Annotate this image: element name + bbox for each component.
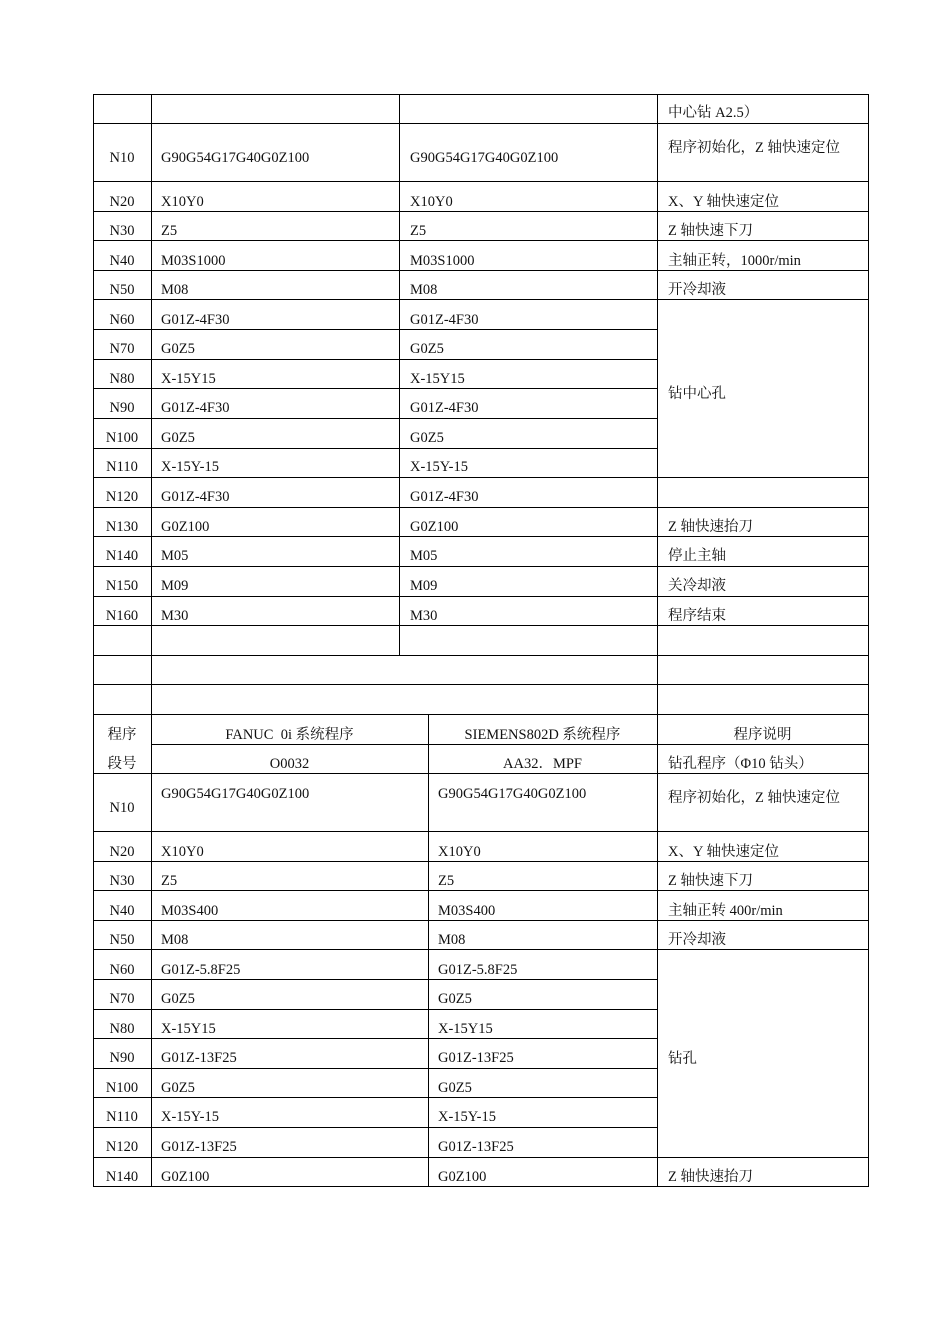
rule	[93, 388, 657, 389]
block-number: N120	[105, 489, 139, 505]
rule	[93, 477, 869, 478]
description-cell: 主轴正转，1000r/min	[668, 253, 801, 269]
siemens-code: X-15Y15	[438, 1021, 493, 1037]
rule	[657, 94, 658, 1187]
description-cell: 程序初始化，Z 轴快速定位	[668, 140, 840, 156]
fanuc-code: G01Z-5.8F25	[161, 962, 241, 978]
description-cell: 开冷却液	[668, 932, 726, 948]
rule	[93, 359, 657, 360]
block-number: N110	[106, 1109, 138, 1125]
fanuc-code: X10Y0	[161, 844, 204, 860]
siemens-code: X10Y0	[438, 844, 481, 860]
fanuc-code: X-15Y-15	[161, 1109, 219, 1125]
rule	[93, 920, 869, 921]
siemens-code: G01Z-5.8F25	[438, 962, 518, 978]
header-siemens: SIEMENS802D 系统程序	[464, 727, 621, 743]
rule	[93, 448, 657, 449]
description-cell: Z 轴快速抬刀	[668, 519, 753, 535]
rule	[151, 744, 869, 745]
rule	[93, 94, 869, 95]
rule	[399, 94, 400, 656]
description-cell: 程序结束	[668, 608, 726, 624]
block-number: N10	[109, 800, 135, 816]
fanuc-code: M08	[161, 932, 189, 948]
description-cell: Z 轴快速下刀	[668, 223, 753, 239]
block-number: N70	[109, 341, 135, 357]
siemens-code: M09	[410, 578, 438, 594]
siemens-code: X-15Y15	[410, 371, 465, 387]
siemens-code: G0Z5	[410, 341, 444, 357]
block-number: N140	[105, 1169, 139, 1185]
fanuc-code: G0Z5	[161, 991, 195, 1007]
rule	[93, 1186, 869, 1187]
fanuc-code: X-15Y-15	[161, 459, 219, 475]
siemens-code: X10Y0	[410, 194, 453, 210]
fanuc-code: X10Y0	[161, 194, 204, 210]
rule	[93, 949, 869, 950]
rule	[93, 596, 869, 597]
siemens-code: M08	[438, 932, 466, 948]
siemens-code: M03S1000	[410, 253, 475, 269]
rule	[93, 507, 869, 508]
header-description: 程序说明	[733, 727, 792, 743]
siemens-code: G0Z5	[438, 1080, 472, 1096]
block-number: N40	[109, 903, 135, 919]
rule	[93, 1127, 657, 1128]
block-number: N120	[105, 1139, 139, 1155]
merged-description: 钻中心孔	[668, 386, 726, 402]
fanuc-program-number: O0032	[269, 756, 310, 772]
rule	[93, 270, 869, 271]
siemens-code: G0Z5	[410, 430, 444, 446]
rule	[93, 329, 657, 330]
siemens-code: M05	[410, 548, 438, 564]
fanuc-code: G0Z5	[161, 430, 195, 446]
rule	[93, 979, 657, 980]
block-number: N100	[105, 430, 139, 446]
fanuc-code: G0Z5	[161, 341, 195, 357]
siemens-code: M08	[410, 282, 438, 298]
siemens-code: G0Z100	[410, 519, 459, 535]
block-number: N80	[109, 1021, 135, 1037]
block-number: N60	[109, 312, 135, 328]
fanuc-code: M03S400	[161, 903, 219, 919]
block-number: N100	[105, 1080, 139, 1096]
header-block-number-line2: 段号	[107, 756, 137, 772]
block-number: N10	[109, 150, 135, 166]
block-number: N90	[109, 1050, 135, 1066]
rule	[93, 655, 869, 656]
rule	[93, 123, 869, 124]
block-number: N60	[109, 962, 135, 978]
block-number: N150	[105, 578, 139, 594]
fanuc-code: Z5	[161, 873, 178, 889]
block-number: N20	[109, 194, 135, 210]
header-fanuc: FANUC 0i 系统程序	[225, 727, 354, 743]
description-cell: X、Y 轴快速定位	[668, 844, 780, 860]
siemens-code: G01Z-4F30	[410, 312, 479, 328]
rule	[93, 1097, 657, 1098]
siemens-code: G01Z-13F25	[438, 1050, 514, 1066]
fanuc-code: G01Z-4F30	[161, 312, 230, 328]
fanuc-code: M08	[161, 282, 189, 298]
block-number: N20	[109, 844, 135, 860]
siemens-code: M03S400	[438, 903, 496, 919]
rule	[93, 566, 869, 567]
siemens-code: G0Z100	[438, 1169, 487, 1185]
fanuc-code: G0Z100	[161, 519, 210, 535]
block-number: N50	[109, 282, 135, 298]
description-cell: Z 轴快速下刀	[668, 873, 753, 889]
rule	[93, 890, 869, 891]
siemens-code: G90G54G17G40G0Z100	[410, 150, 559, 166]
fanuc-code: G01Z-4F30	[161, 489, 230, 505]
fanuc-code: X-15Y15	[161, 1021, 216, 1037]
block-number: N140	[105, 548, 139, 564]
description-cell: 开冷却液	[668, 282, 726, 298]
rule	[151, 94, 152, 1187]
description-cell: 停止主轴	[668, 548, 726, 564]
block-number: N130	[105, 519, 139, 535]
siemens-code: X-15Y-15	[410, 459, 468, 475]
description-cell: 中心钻 A2.5）	[668, 105, 759, 121]
rule	[93, 1009, 657, 1010]
siemens-code: M30	[410, 608, 438, 624]
rule	[93, 211, 869, 212]
rule	[93, 418, 657, 419]
rule	[93, 1157, 869, 1158]
block-number: N80	[109, 371, 135, 387]
rule	[868, 94, 869, 1187]
fanuc-code: X-15Y15	[161, 371, 216, 387]
description-cell: 主轴正转 400r/min	[668, 903, 783, 919]
merged-description: 钻孔	[668, 1051, 697, 1067]
rule	[93, 861, 869, 862]
fanuc-code: G0Z100	[161, 1169, 210, 1185]
fanuc-code: M09	[161, 578, 189, 594]
block-number: N30	[109, 223, 135, 239]
block-number: N30	[109, 873, 135, 889]
siemens-code: G01Z-4F30	[410, 400, 479, 416]
block-number: N50	[109, 932, 135, 948]
siemens-code: G90G54G17G40G0Z100	[438, 786, 587, 802]
rule	[93, 240, 869, 241]
rule	[93, 1068, 657, 1069]
rule	[93, 714, 869, 715]
fanuc-code: Z5	[161, 223, 178, 239]
rule	[93, 536, 869, 537]
rule	[93, 831, 869, 832]
rule	[93, 1038, 657, 1039]
header-block-number-line1: 程序	[107, 727, 137, 743]
siemens-code: G01Z-13F25	[438, 1139, 514, 1155]
siemens-code: G0Z5	[438, 991, 472, 1007]
siemens-code: X-15Y-15	[438, 1109, 496, 1125]
rule	[93, 684, 869, 685]
fanuc-code: G01Z-13F25	[161, 1050, 237, 1066]
siemens-code: Z5	[438, 873, 455, 889]
fanuc-code: G0Z5	[161, 1080, 195, 1096]
fanuc-code: G01Z-4F30	[161, 400, 230, 416]
fanuc-code: G01Z-13F25	[161, 1139, 237, 1155]
block-number: N160	[105, 608, 139, 624]
siemens-code: G01Z-4F30	[410, 489, 479, 505]
rule	[93, 181, 869, 182]
fanuc-code: M05	[161, 548, 189, 564]
rule	[93, 299, 869, 300]
block-number: N40	[109, 253, 135, 269]
fanuc-code: M30	[161, 608, 189, 624]
fanuc-code: M03S1000	[161, 253, 226, 269]
description-cell: 关冷却液	[668, 578, 726, 594]
siemens-program-name: AA32．MPF	[503, 756, 582, 772]
block-number: N70	[109, 991, 135, 1007]
rule	[428, 714, 429, 1187]
block-number: N90	[109, 400, 135, 416]
rule	[93, 625, 869, 626]
fanuc-code: G90G54G17G40G0Z100	[161, 786, 310, 802]
siemens-code: Z5	[410, 223, 427, 239]
program-description: 钻孔程序（Φ10 钻头）	[668, 756, 813, 772]
rule	[93, 773, 869, 774]
description-cell: Z 轴快速抬刀	[668, 1169, 753, 1185]
description-cell: 程序初始化，Z 轴快速定位	[668, 790, 840, 806]
fanuc-code: G90G54G17G40G0Z100	[161, 150, 310, 166]
description-cell: X、Y 轴快速定位	[668, 194, 780, 210]
block-number: N110	[106, 459, 138, 475]
